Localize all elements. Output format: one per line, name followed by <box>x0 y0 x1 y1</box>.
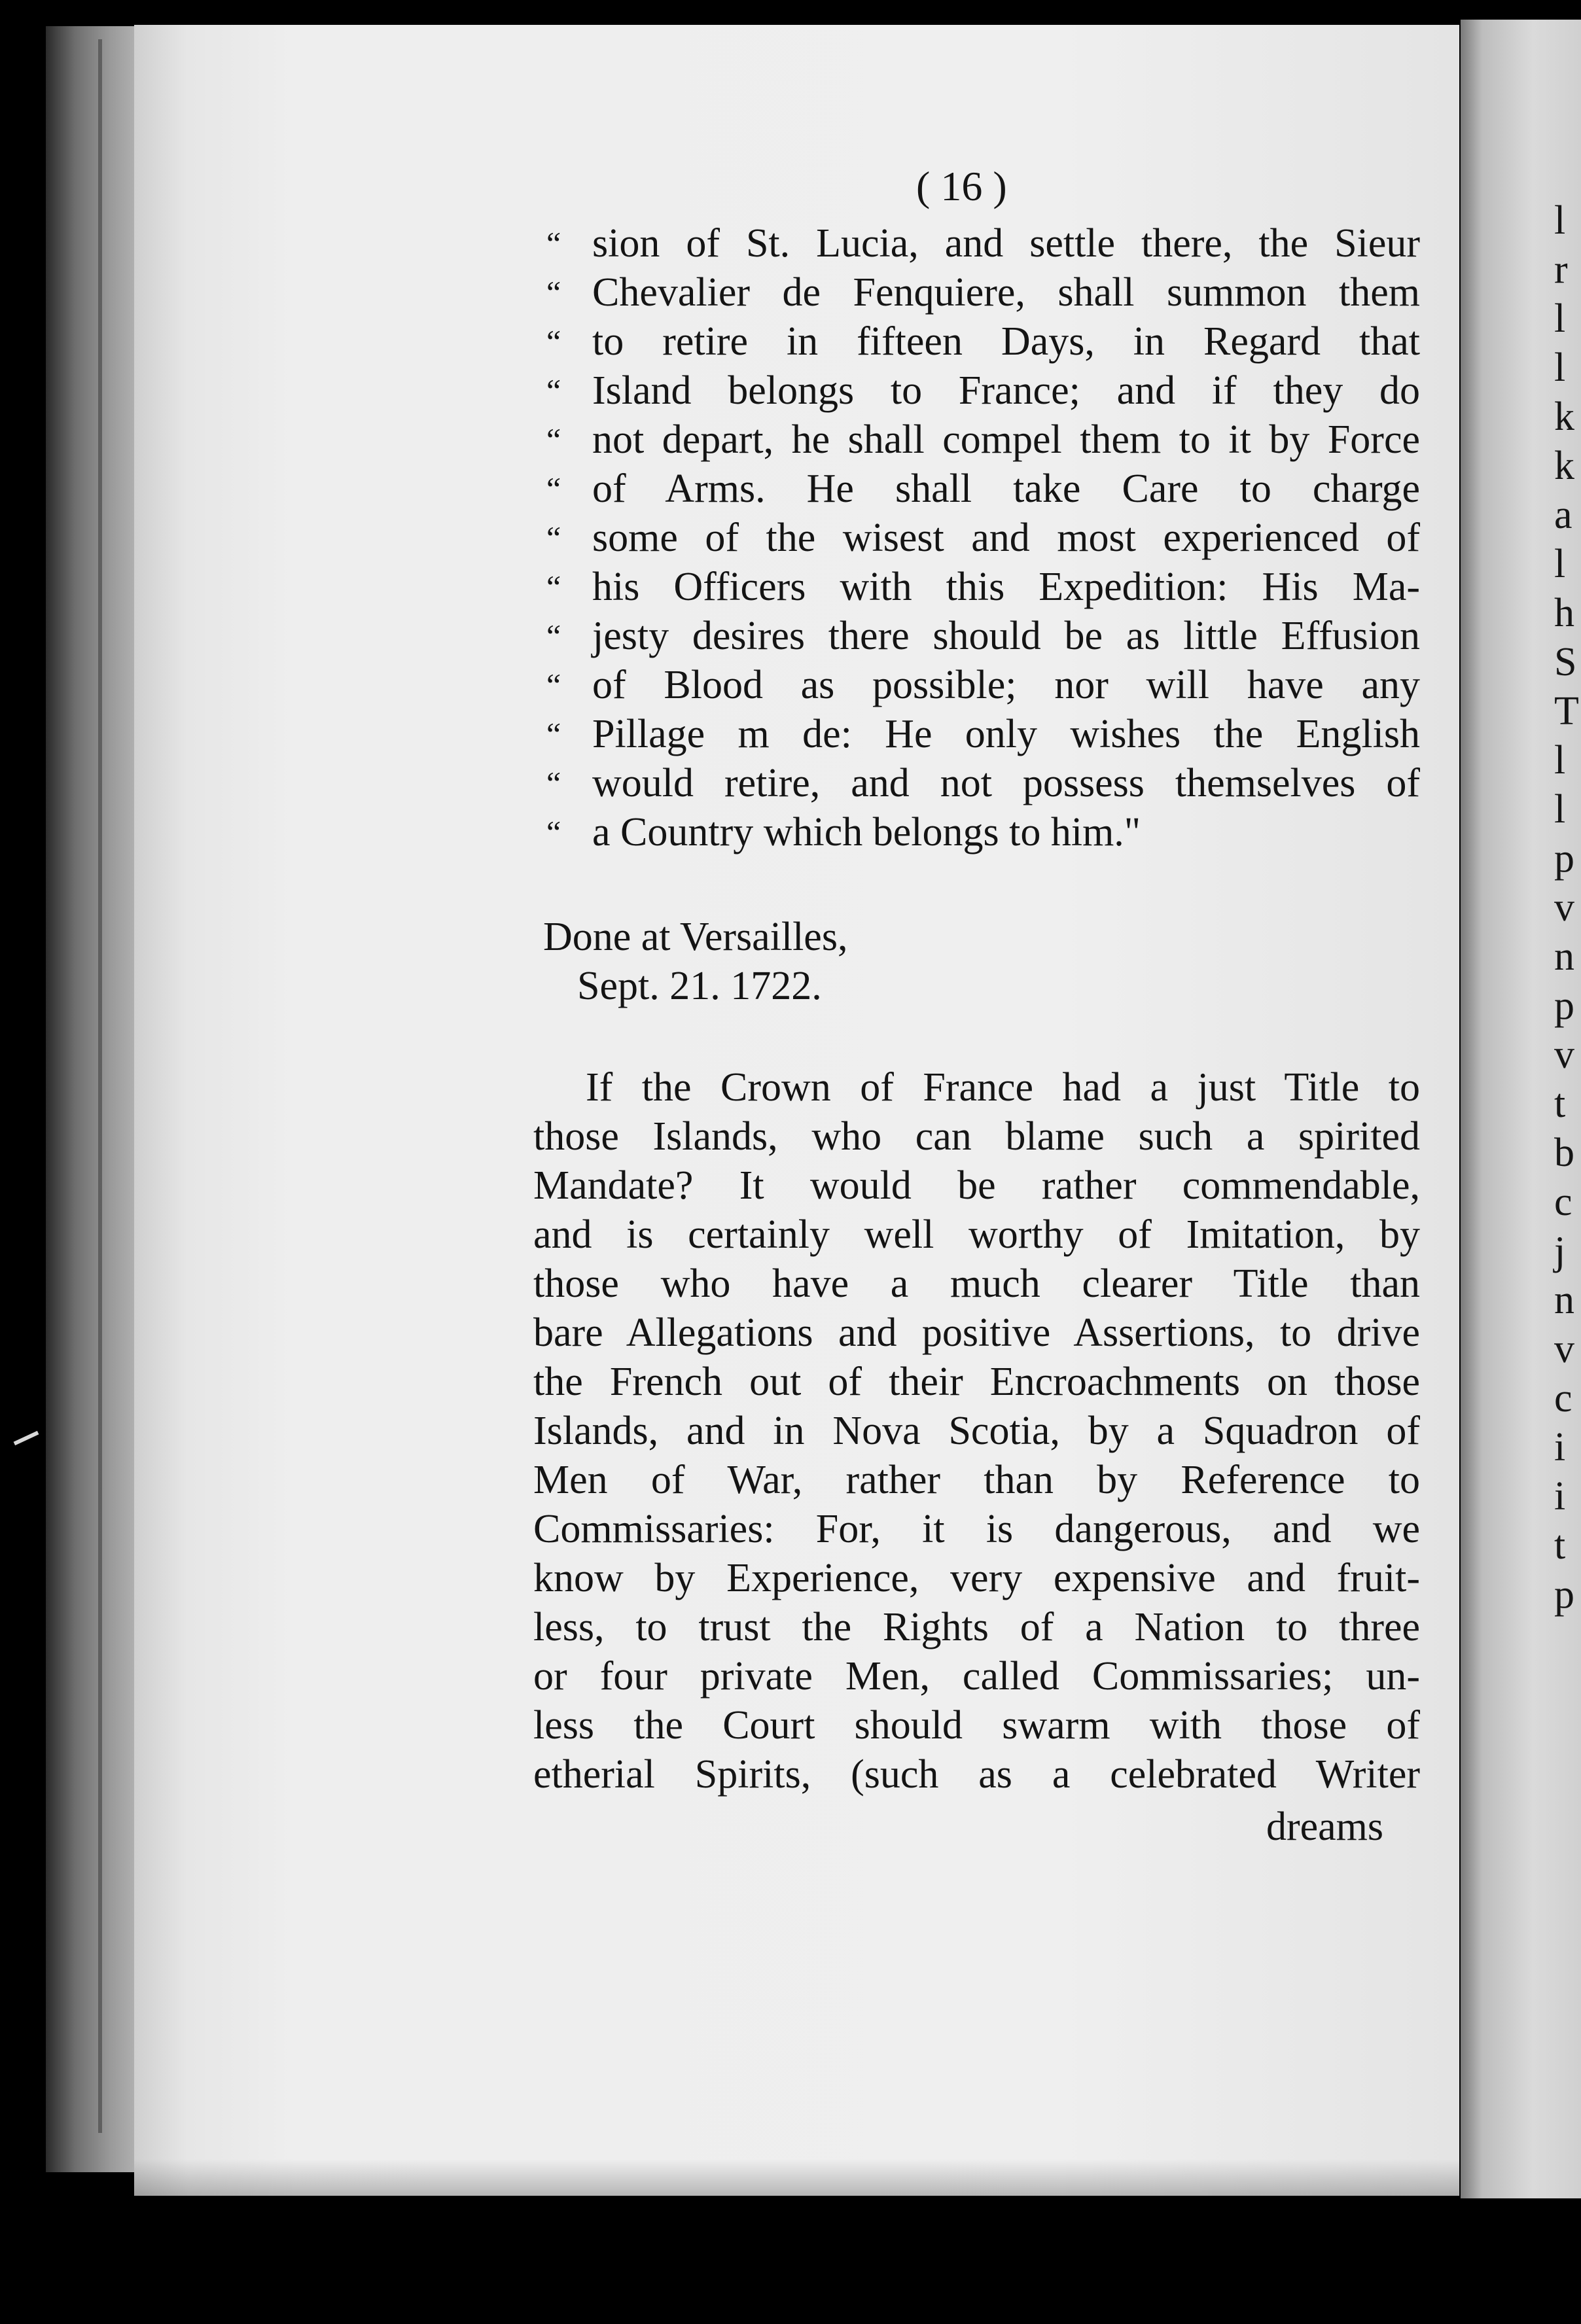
facing-page-letter: c <box>1554 1376 1572 1420</box>
quote-mark: “ <box>546 814 561 851</box>
quote-mark: “ <box>546 667 561 703</box>
quote-mark: “ <box>546 225 561 262</box>
quote-mark: “ <box>546 519 561 556</box>
page-bottom-shadow <box>134 2159 1459 2198</box>
facing-page-letter: n <box>1554 1278 1574 1322</box>
facing-page-letter: h <box>1554 591 1574 635</box>
facing-page-letter: t <box>1554 1523 1566 1568</box>
quote-mark: “ <box>546 323 561 360</box>
quoted-line: Island belongs to France; and if they do <box>592 368 1420 413</box>
signature-place: Done at Versailles, <box>543 915 848 959</box>
paragraph-line: less, to trust the Rights of a Nation to three <box>533 1605 1420 1649</box>
facing-page-letter: l <box>1554 738 1566 783</box>
facing-page-letter: l <box>1554 198 1566 243</box>
paragraph-line: and is certainly well worthy of Imitation, by <box>533 1212 1420 1257</box>
quoted-line: to retire in fifteen Days, in Regard that <box>592 319 1420 364</box>
facing-page-letter: t <box>1554 1082 1566 1126</box>
paragraph-line: know by Experience, very expensive and fruit- <box>533 1556 1420 1600</box>
quoted-line: of Blood as possible; nor will have any <box>592 663 1420 707</box>
facing-page-letter: k <box>1554 444 1574 488</box>
quoted-line: sion of St. Lucia, and settle there, the Sieur <box>592 221 1420 266</box>
quote-mark: “ <box>546 274 561 311</box>
paragraph-line: or four private Men, called Commissaries; un- <box>533 1654 1420 1699</box>
facing-page-letter: v <box>1554 1032 1574 1077</box>
quote-mark: “ <box>546 569 561 605</box>
quote-mark: “ <box>546 716 561 752</box>
facing-page-letter: i <box>1554 1474 1566 1519</box>
facing-page-letter: l <box>1554 542 1566 586</box>
paragraph-line: Mandate? It would be rather commendable, <box>533 1163 1420 1208</box>
facing-page-text <box>1554 196 1580 1619</box>
facing-page-letter: l <box>1554 296 1566 341</box>
facing-page-letter: p <box>1554 836 1574 881</box>
paragraph-line: etherial Spirits, (such as a celebrated Writer <box>533 1752 1420 1797</box>
paragraph-line: If the Crown of France had a just Title to <box>586 1065 1420 1110</box>
quoted-line: not depart, he shall compel them to it by Force <box>592 417 1420 462</box>
quoted-line: some of the wisest and most experienced of <box>592 516 1420 560</box>
quote-mark: “ <box>546 421 561 458</box>
margin-mark <box>14 1431 39 1445</box>
facing-page-letter: r <box>1554 247 1568 292</box>
quote-mark: “ <box>546 372 561 409</box>
paragraph-line: Men of War, rather than by Reference to <box>533 1458 1420 1502</box>
quoted-line: of Arms. He shall take Care to charge <box>592 467 1420 511</box>
facing-page-letter: p <box>1554 1572 1574 1617</box>
facing-page-letter: v <box>1554 885 1574 930</box>
paragraph-line: Islands, and in Nova Scotia, by a Squadron of <box>533 1409 1420 1453</box>
quoted-line: Pillage m de: He only wishes the English <box>592 712 1420 756</box>
facing-page-letter: l <box>1554 345 1566 390</box>
facing-page-letter: v <box>1554 1327 1574 1371</box>
quote-mark: “ <box>546 618 561 654</box>
paragraph-line: bare Allegations and positive Assertions, to drive <box>533 1311 1420 1355</box>
gutter-shadow-line <box>98 39 102 2133</box>
paragraph-line: the French out of their Encroachments on those <box>533 1360 1420 1404</box>
quoted-line: his Officers with this Expedition: His Ma- <box>592 565 1420 609</box>
signature-date: Sept. 21. 1722. <box>577 964 822 1008</box>
facing-page-letter: i <box>1554 1425 1566 1470</box>
paragraph-line: those Islands, who can blame such a spirited <box>533 1114 1420 1159</box>
facing-page-letter: j <box>1554 1229 1566 1273</box>
quote-mark: “ <box>546 470 561 507</box>
facing-page-letter: a <box>1554 493 1572 537</box>
paragraph-line: Commissaries: For, it is dangerous, and we <box>533 1507 1420 1551</box>
quote-mark: “ <box>546 765 561 801</box>
quoted-line: would retire, and not possess themselves of <box>592 761 1420 805</box>
facing-page-letter: S <box>1554 640 1577 684</box>
paragraph-line: those who have a much clearer Title than <box>533 1261 1420 1306</box>
quoted-line: a Country which belongs to him." <box>592 810 1141 854</box>
facing-page-letter: p <box>1554 983 1574 1028</box>
paragraph-line: less the Court should swarm with those of <box>533 1703 1420 1748</box>
facing-page-letter: c <box>1554 1180 1572 1224</box>
facing-page-letter: l <box>1554 787 1566 832</box>
facing-page-letter: T <box>1554 689 1579 733</box>
quoted-line: Chevalier de Fenquiere, shall summon them <box>592 270 1420 315</box>
page-number: ( 16 ) <box>916 163 1007 209</box>
facing-page-letter: k <box>1554 395 1574 439</box>
facing-page-letter: b <box>1554 1131 1574 1175</box>
catchword: dreams <box>1266 1805 1384 1849</box>
quoted-line: jesty desires there should be as little Effusion <box>592 614 1420 658</box>
facing-page-letter: n <box>1554 934 1574 979</box>
